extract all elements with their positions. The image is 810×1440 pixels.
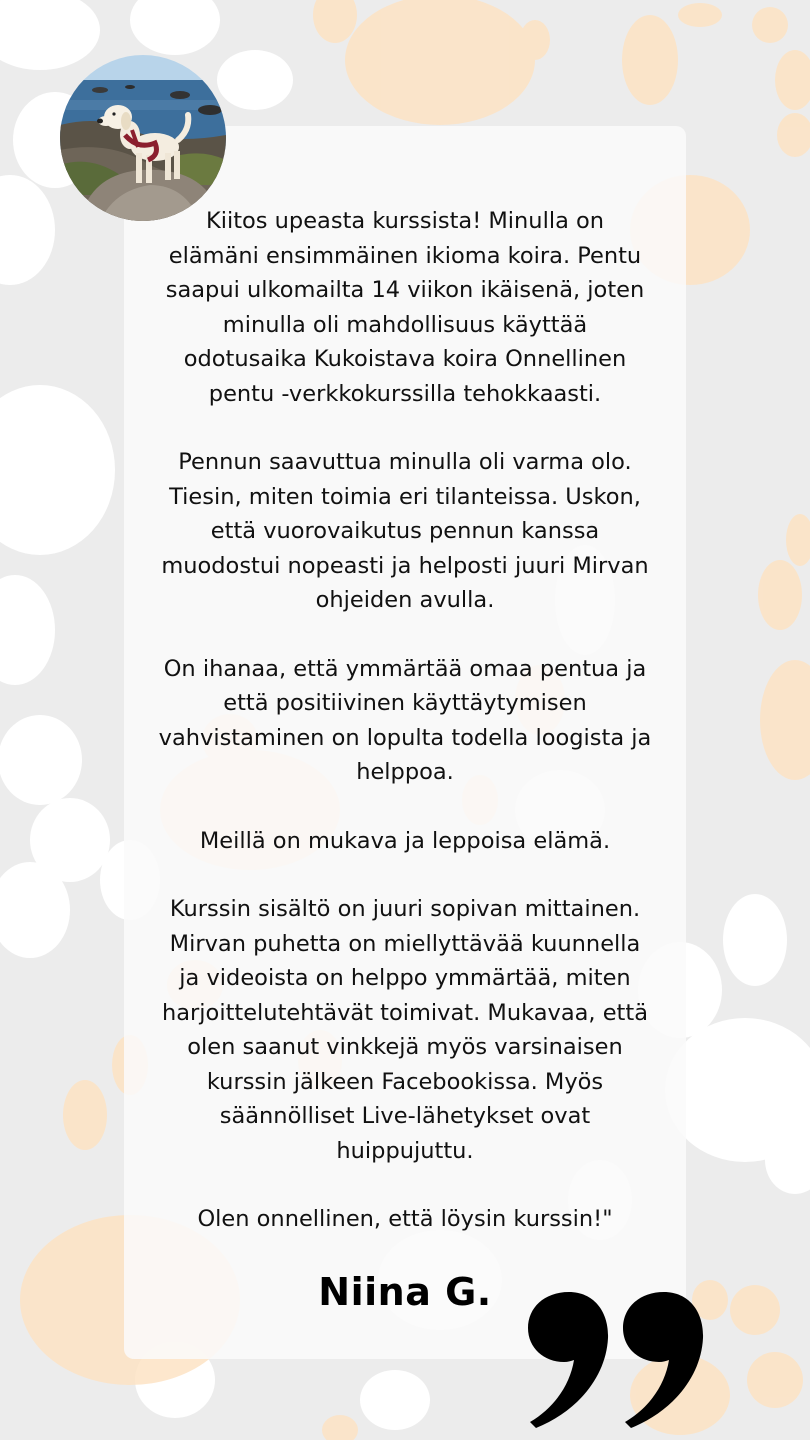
testimonial-paragraph-1: Kiitos upeasta kurssista! Minulla on elämäni ensimmäinen ikioma koira. Pentu saapui ulkomailta 14 viikon ikäisenä, joten minulla oli mahdollisuus käyttää odotusaika Kukoistava koira Onnellinen pentu -verkkokurssilla tehokkaasti. <box>165 208 645 407</box>
testimonial-paragraph-6: Olen onnellinen, että löysin kurssin!" <box>197 1206 613 1232</box>
testimonial-text <box>144 204 666 1271</box>
testimonial-paragraph-2: Pennun saavuttua minulla oli varma olo. Tiesin, miten toimia eri tilanteissa. Uskon, että vuorovaikutus pennun kanssa muodostui nopeasti ja helposti juuri Mirvan ohjeiden avulla. <box>161 449 649 613</box>
avatar <box>60 55 226 221</box>
testimonial-paragraph-4: Meillä on mukava ja leppoisa elämä. <box>199 827 611 854</box>
author-name: Niina G. <box>318 1270 492 1314</box>
testimonial-paragraph-3: On ihanaa, että ymmärtää omaa pentua ja että positiivinen käyttäytymisen vahvistaminen on lopulta todella loogista ja helppoa. <box>158 655 652 785</box>
testimonial-paragraph-5: Kurssin sisältö on juuri sopivan mittainen. Mirvan puhetta on miellyttävää kuunnella ja videoista on helppo ymmärtää, miten harjoittelutehtävät toimivat. Mukavaa, että olen saanut vinkkejä myös varsinaisen kurssin jälkeen Facebookissa. Myös säännölliset Live-lähetykset ovat huippujuttu. <box>162 896 648 1164</box>
dog-photo <box>60 55 226 221</box>
closing-quote-icon <box>524 1290 714 1430</box>
